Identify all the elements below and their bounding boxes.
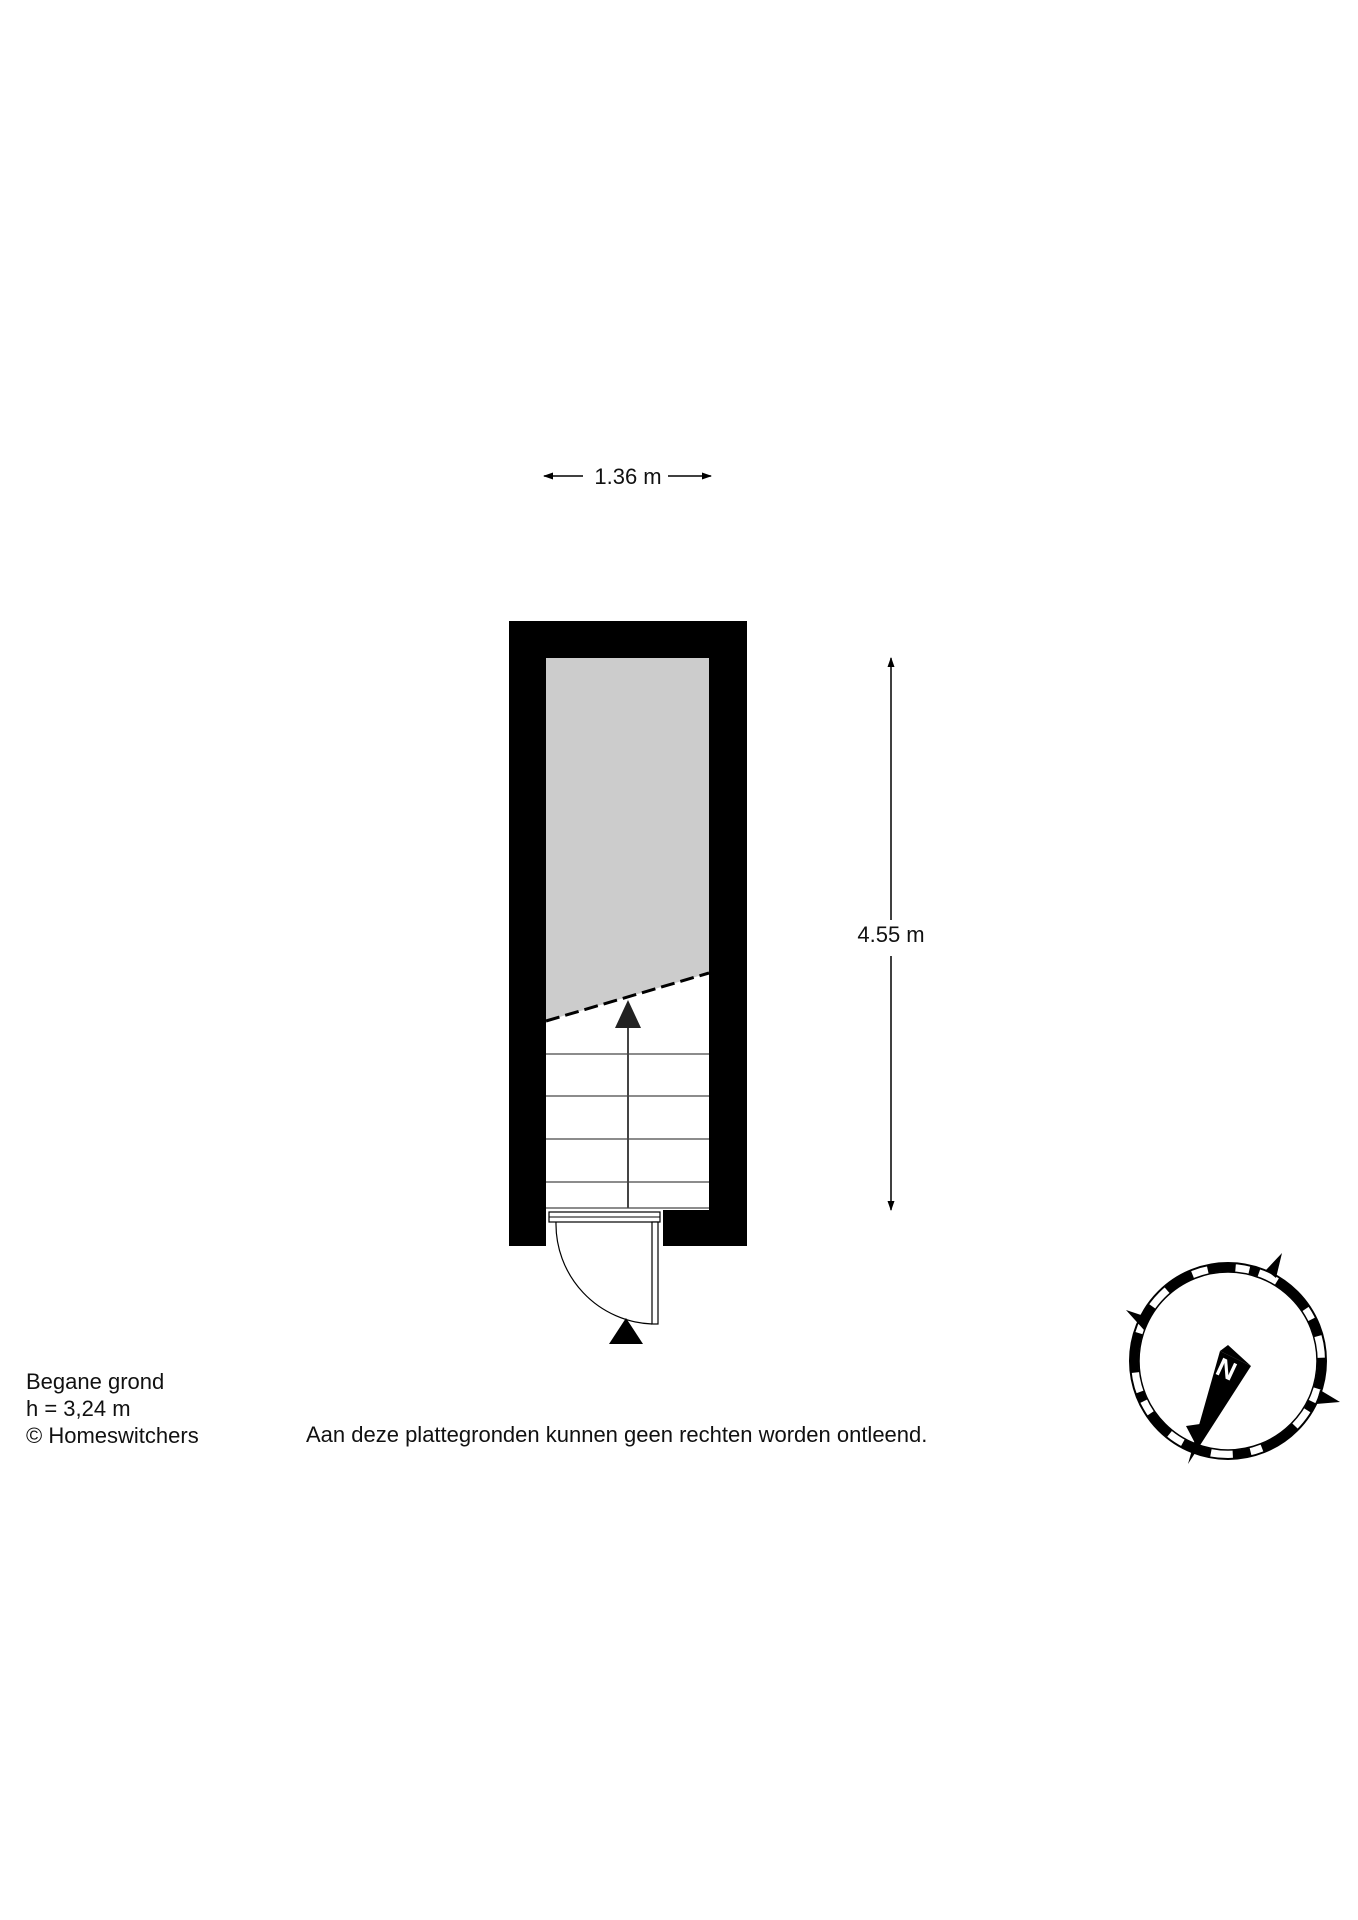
width-dimension-label: 1.36 m: [594, 464, 662, 489]
wall-right: [709, 621, 747, 1246]
stair-direction-arrow-icon: [615, 1000, 641, 1028]
staircase: [546, 1000, 709, 1208]
compass-icon: [1126, 1253, 1340, 1464]
door-swing-arc: [556, 1222, 652, 1324]
floor-info: [26, 1368, 199, 1449]
compass-north-label: N: [1211, 1351, 1242, 1387]
compass-tick-icon: [1316, 1390, 1340, 1404]
door-leaf: [652, 1222, 658, 1324]
length-dimension: [857, 658, 924, 1210]
wall-bottom-right: [663, 1210, 747, 1246]
width-dimension: [544, 464, 711, 489]
disclaimer-text: Aan deze plattegronden kunnen geen rechten worden ontleend.: [306, 1422, 928, 1447]
copyright-notice: © Homeswitchers: [26, 1423, 199, 1448]
length-dimension-label: 4.55 m: [857, 922, 925, 947]
floor-name: Begane grond: [26, 1369, 165, 1394]
compass-tick-icon: [1266, 1253, 1282, 1278]
wall-left: [509, 621, 546, 1246]
entrance-door: [549, 1212, 660, 1344]
floor-height: h = 3,24 m: [26, 1396, 131, 1421]
void-area: [546, 658, 709, 1021]
